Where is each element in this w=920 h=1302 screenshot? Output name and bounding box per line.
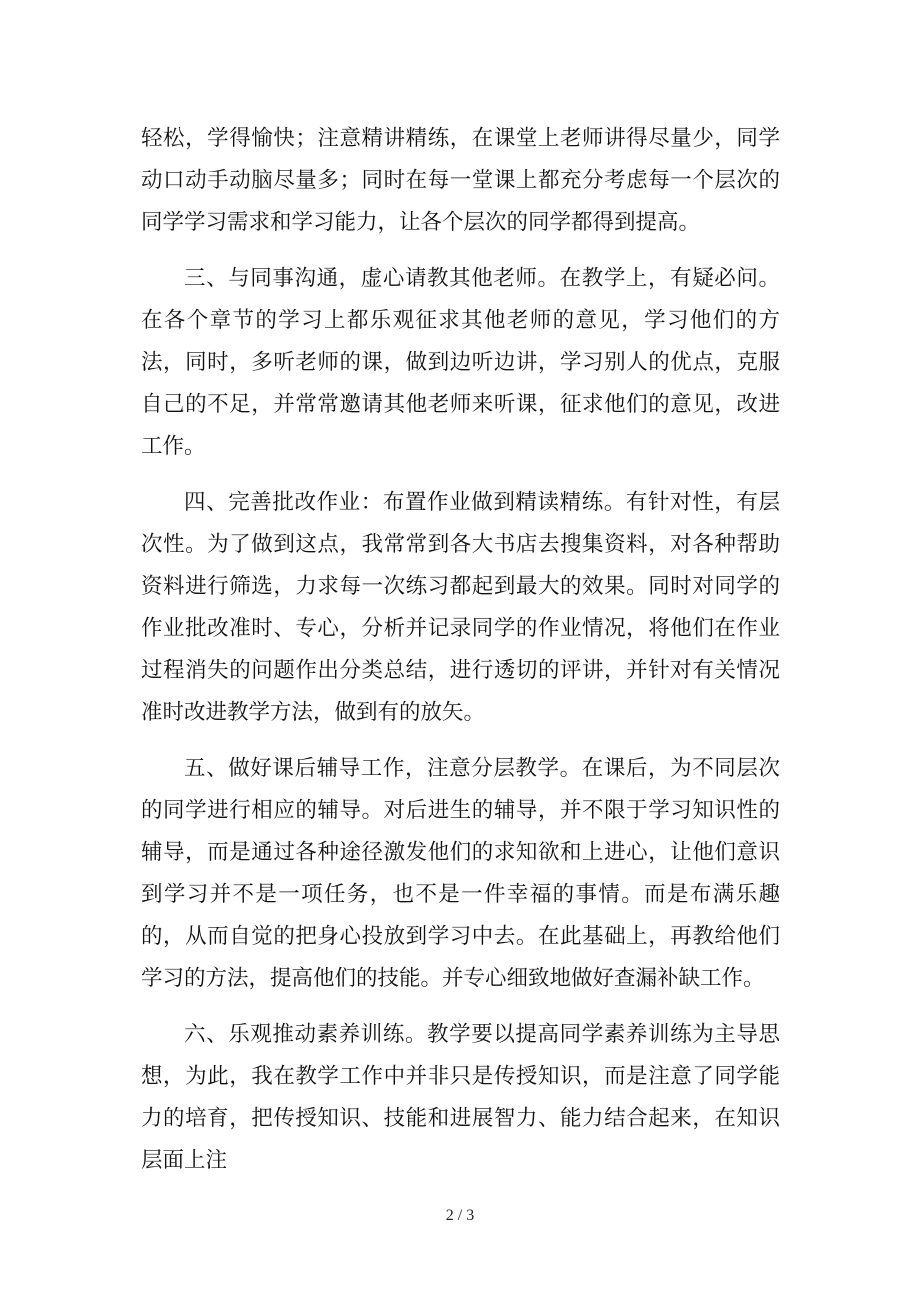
page-number: 2 / 3 (445, 1207, 475, 1224)
paragraph-continued: 轻松，学得愉快；注意精讲精练，在课堂上老师讲得尽量少，同学动口动手动脑尽量多；同时在每一堂课上都充分考虑每一个层次的同学学习需求和学习能力，让各个层次的同学都得到提高。 (141, 126, 780, 235)
paragraph-section-6: 六、乐观推动素养训练。教学要以提高同学素养训练为主导思想，为此，我在教学工作中并非只是传授知识，而是注意了同学能力的培育，把传授知识、技能和进展智力、能力结合起来，在知识层面上注 (141, 1022, 780, 1173)
document-body (141, 118, 780, 1196)
paragraph-section-4: 四、完善批改作业：布置作业做到精读精练。有针对性，有层次性。为了做到这点，我常常到各大书店去搜集资料，对各种帮助资料进行筛选，力求每一次练习都起到最大的效果。同时对同学的作业批改准时、专心，分析并记录同学的作业情况，将他们在作业过程消失的问题作出分类总结，进行透切的评讲，并针对有关情况准时改进教学方法，做到有的放矢。 (141, 490, 780, 725)
paragraph-section-3: 三、与同事沟通，虚心请教其他老师。在教学上，有疑必问。在各个章节的学习上都乐观征求其他老师的意见，学习他们的方法，同时，多听老师的课，做到边听边讲，学习别人的优点，克服自己的不足，并常常邀请其他老师来听课，征求他们的意见，改进工作。 (141, 266, 780, 459)
paragraph-section-5: 五、做好课后辅导工作，注意分层教学。在课后，为不同层次的同学进行相应的辅导。对后进生的辅导，并不限于学习知识性的辅导，而是通过各种途径激发他们的求知欲和上进心，让他们意识到学习并不是一项任务，也不是一件幸福的事情。而是布满乐趣的，从而自觉的把身心投放到学习中去。在此基础上，再教给他们学习的方法，提高他们的技能。并专心细致地做好查漏补缺工作。 (141, 756, 780, 991)
